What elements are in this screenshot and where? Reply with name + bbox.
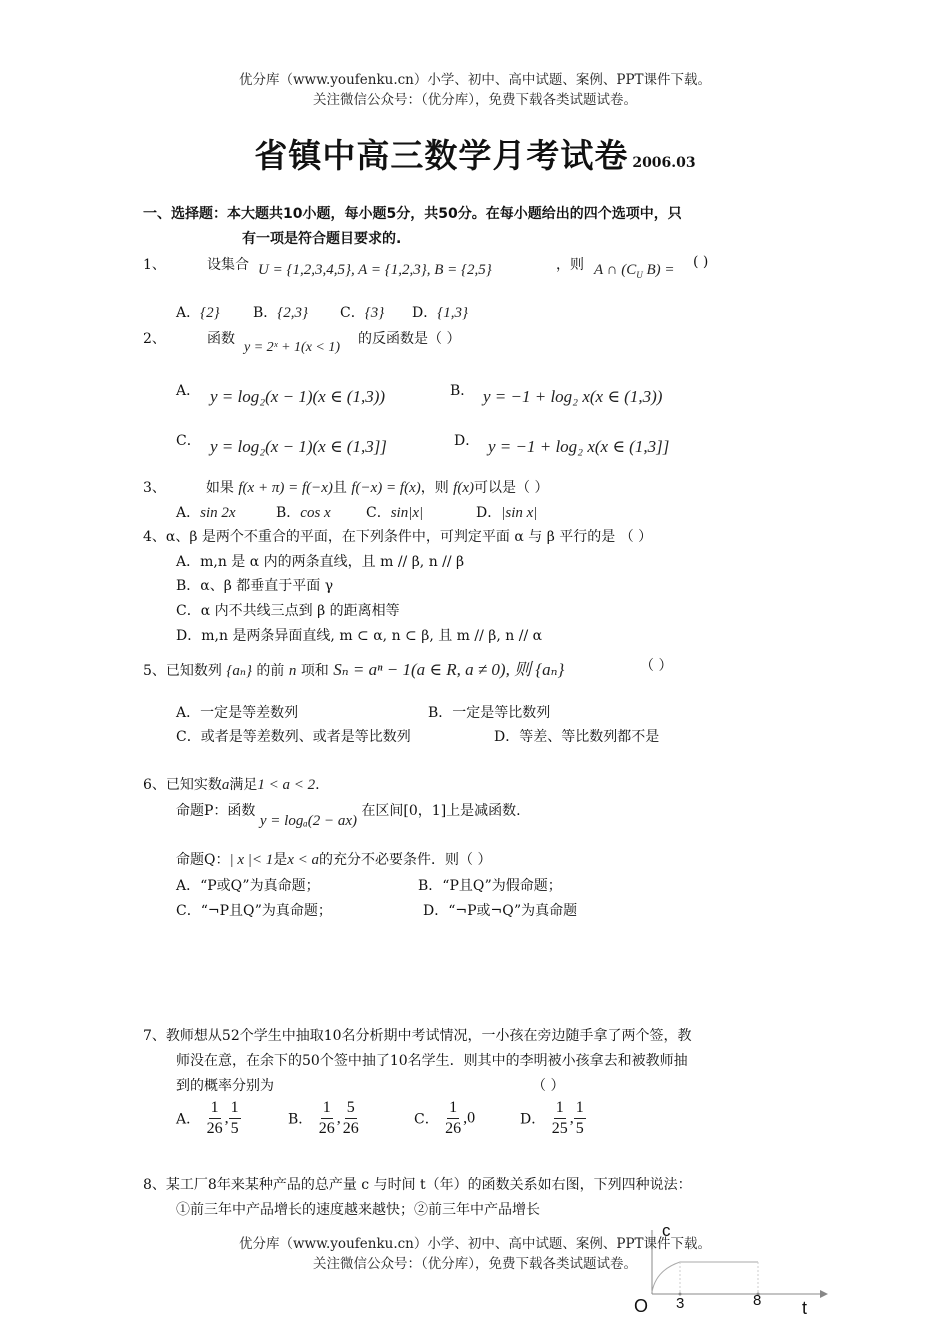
q3-stem: 3、 如果 f(x + π) = f(−x)且 f(−x) = f(x)，则 f(x)可以是（ ）: [143, 480, 549, 496]
q5-option-a: A．一定是等差数列: [176, 705, 299, 721]
t-axis-arrow: [820, 1290, 828, 1298]
q4-option-a: A．m,n 是 α 内的两条直线，且 m // β, n // β: [176, 554, 465, 570]
q7-bracket: （ ）: [532, 1078, 565, 1094]
q7-line-2: 师没在意，在余下的50个签中抽了10名学生．则其中的李明被小孩拿去和被教师抽: [176, 1053, 688, 1069]
q3-option-d: D．|sin x|: [476, 505, 538, 521]
q6-option-b: B．“P且Q”为假命题；: [418, 878, 562, 894]
tick-label-3: 3: [676, 1295, 685, 1312]
q5-option-b: B．一定是等比数列: [428, 705, 551, 721]
q1-mid: ，则: [556, 257, 584, 273]
origin-label: O: [634, 1296, 649, 1316]
title-date: 2006.03: [632, 155, 696, 171]
q6-option-d: D．“¬P或¬Q”为真命题: [423, 903, 578, 919]
q7-line-3: 到的概率分别为: [176, 1078, 274, 1094]
q8-line-2: ①前三年中产品增长的速度越来越快；②前三年中产品增长: [176, 1202, 540, 1218]
q7-line-1: 7、教师想从52个学生中抽取10名分析期中考试情况，一小孩在旁边随手拿了两个签，教: [143, 1028, 692, 1044]
q1-text: 设集合: [207, 257, 249, 273]
q4-option-d: D．m,n 是两条异面直线, m ⊂ α, n ⊂ β, 且 m // β, n // α: [176, 628, 543, 644]
q1-math-2: A ∩ ($C_U$ B) =: [594, 262, 675, 280]
q6-proposition-q: 命题Q：| x |< 1是x < a的充分不必要条件．则（ ）: [176, 852, 492, 868]
header-line-1: 优分库（www.youfenku.cn）小学、初中、高中试题、案例、PPT课件下载。: [238, 72, 712, 88]
q6-option-a: A．“P或Q”为真命题；: [176, 878, 320, 894]
q1-math: U = {1,2,3,4,5}, A = {1,2,3}, B = {2,5}: [258, 262, 492, 278]
q3-option-a: A．sin 2x: [176, 505, 236, 521]
q2-option-a-label: A．: [176, 383, 201, 399]
q2-text: 函数: [207, 331, 235, 347]
q1-bracket: ( ): [693, 254, 709, 270]
t-axis-label: t: [802, 1298, 808, 1318]
section-heading: 一、选择题：本大题共10小题，每小题5分，共50分。在每小题给出的四个选项中，只: [143, 206, 682, 222]
q1-number: 1、: [143, 257, 166, 273]
q5-option-c: C．或者是等差数列、或者是等比数列: [176, 729, 411, 745]
q7-option-b: B． $\frac{1}{26}$ , $\frac{5}{26}$: [288, 1099, 359, 1137]
q7-option-d: D． $\frac{1}{25}$ , $\frac{1}{5}$: [520, 1099, 584, 1137]
q6-stem: 6、已知实数a满足1 < a < 2.: [143, 777, 320, 793]
q4-option-b: B．α、β 都垂直于平面 γ: [176, 578, 334, 594]
q2-option-b: y = −1 + log₂ x(x ∈ (1,3)): [483, 387, 663, 406]
q6-proposition-p: 命题P：函数 y = logₐ(2 − ax) 在区间[0，1]上是减函数.: [176, 803, 521, 829]
q3-option-c: C．sin|x|: [366, 505, 424, 521]
footer-line-1: 优分库（www.youfenku.cn）小学、初中、高中试题、案例、PPT课件下载。: [238, 1236, 712, 1252]
q2-math: y = 2ˣ + 1(x < 1): [244, 340, 341, 355]
q2-option-c-label: C．: [176, 433, 201, 449]
q4-option-c: C．α 内不共线三点到 β 的距离相等: [176, 603, 400, 619]
c-axis-label: c: [662, 1221, 671, 1240]
q4-stem: 4、α、β 是两个不重合的平面，在下列条件中，可判定平面 α 与 β 平行的是 （ ）: [143, 529, 653, 545]
q2-tail: 的反函数是（ ）: [358, 331, 461, 347]
q2-option-b-label: B．: [450, 383, 475, 399]
q7-option-c: C． $\frac{1}{26}$ ,0: [414, 1099, 476, 1137]
section-heading-cont: 有一项是符合题目要求的.: [242, 231, 402, 247]
q2-option-d-label: D．: [454, 433, 480, 449]
exam-title: [0, 130, 950, 177]
q8-line-1: 8、某工厂8年来某种产品的总产量 c 与时间 t（年）的函数关系如右图，下列四种说法：: [143, 1177, 692, 1193]
q2-number: 2、: [143, 331, 166, 347]
tick-label-8: 8: [753, 1292, 762, 1309]
q3-option-b: B．cos x: [276, 505, 331, 521]
q1-option-c: C．{3}: [340, 305, 385, 321]
title-main: 省镇中高三数学月考试卷: [254, 136, 629, 175]
q1-option-b: B．{2,3}: [253, 305, 309, 321]
q2-option-a: y = log₂(x − 1)(x ∈ (1,3)): [210, 387, 386, 406]
q5-option-d: D．等差、等比数列都不是: [494, 729, 660, 745]
footer-line-2: 关注微信公众号：（优分库），免费下载各类试题试卷。: [313, 1256, 637, 1272]
q5-bracket: （ ）: [640, 658, 673, 674]
header-line-2: 关注微信公众号：（优分库），免费下载各类试题试卷。: [313, 92, 637, 108]
q6-option-c: C．“¬P且Q”为真命题；: [176, 903, 332, 919]
q5-stem: 5、已知数列 {aₙ} 的前 n 项和 Sₙ = aⁿ − 1(a ∈ R, a ≠ 0), 则 {aₙ}: [143, 660, 565, 679]
q2-option-d: y = −1 + log₂ x(x ∈ (1,3]]: [488, 437, 670, 456]
q2-option-c: y = log₂(x − 1)(x ∈ (1,3]]: [210, 437, 387, 456]
q7-option-a: A． $\frac{1}{26}$ , $\frac{1}{5}$: [176, 1099, 239, 1137]
q1-option-d: D．{1,3}: [412, 305, 468, 321]
q1-option-a: A．{2}: [176, 305, 220, 321]
